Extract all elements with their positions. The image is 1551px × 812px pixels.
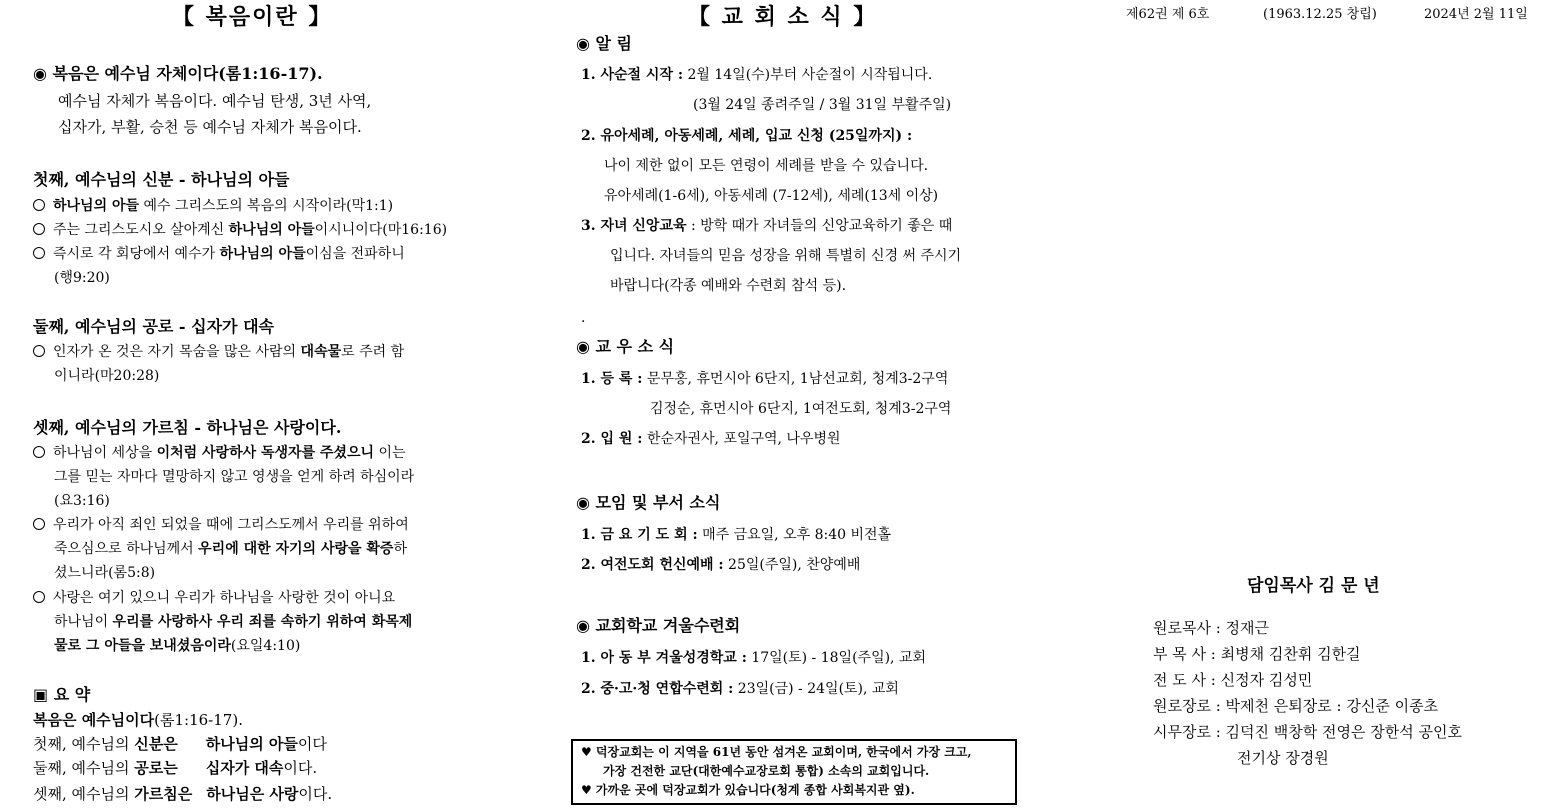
staff-line: 시무장로 : 김덕진 백창학 전영은 장한석 공인호 <box>1153 723 1462 741</box>
verse-ref: (요3:16) <box>54 493 110 509</box>
winter-retreat-title: ◉ 교회학교 겨울수련회 <box>576 616 741 635</box>
circle-bullet-icon <box>33 223 45 235</box>
notice-text: 입니다. 자녀들의 믿음 성장을 위해 특별히 신경 써 주시기 <box>610 248 962 264</box>
gospel-text: 십자가, 부활, 승천 등 예수님 자체가 복음이다. <box>58 118 362 136</box>
staff-line: 부 목 사 : 최병채 김찬휘 김한길 <box>1153 645 1361 663</box>
summary-line: 셋째, 예수님의 가르침은 하나님은 사랑이다. <box>33 785 333 803</box>
retreat-item: 2. 중·고·청 연합수련회 : 23일(금) - 24일(토), 교회 <box>581 681 899 697</box>
circle-bullet-icon <box>33 247 45 259</box>
church-news-title: 【 교 회 소 식 】 <box>688 4 878 30</box>
verse-ref: 이니라(마20:28) <box>54 368 160 384</box>
gospel-text: 예수님 자체가 복음이다. 예수님 탄생, 3년 사역, <box>58 92 372 110</box>
founded-date: (1963.12.25 창립) <box>1263 7 1377 22</box>
verse-item: 사랑은 여기 있으니 우리가 하나님을 사랑한 것이 아니요 <box>33 588 395 608</box>
verse-item: 인자가 온 것은 자기 목숨을 많은 사람의 대속물로 주려 함 <box>33 342 404 362</box>
verse-ref: (행9:20) <box>54 270 110 286</box>
notice-item: 2. 유아세례, 아동세례, 세례, 입교 신청 (25일까지) : <box>581 128 913 144</box>
verse-item: 우리가 아직 죄인 되었을 때에 그리스도께서 우리를 위하여 <box>33 515 409 535</box>
issue-date: 2024년 2월 11일 <box>1424 7 1528 22</box>
section-work-title: 둘째, 예수님의 공로 - 십자가 대속 <box>33 317 274 336</box>
church-info-box <box>571 739 1017 805</box>
notice-item: 1. 사순절 시작 : 2월 14일(수)부터 사순절이 시작됩니다. <box>581 67 933 83</box>
verse-item: 주는 그리스도시오 살아계신 하나님의 아들이시니이다(마16:16) <box>33 220 447 240</box>
notice-text: 유아세례(1-6세), 아동세례 (7-12세), 세례(13세 이상) <box>604 188 939 204</box>
staff-line: 원로목사 : 정재근 <box>1153 619 1270 637</box>
verse-ref: 셨느니라(롬5:8) <box>54 565 156 581</box>
verse-text: 물로 그 아들을 보내셨음이라(요일4:10) <box>54 638 301 654</box>
meeting-item: 1. 금 요 기 도 회 : 매주 금요일, 오후 8:40 비전홀 <box>581 527 892 543</box>
verse-item: 하나님이 세상을 이처럼 사랑하사 독생자를 주셨으니 이는 <box>33 443 406 463</box>
verse-item: 즉시로 각 회당에서 예수가 하나님의 아들이심을 전파하니 <box>33 244 405 264</box>
stray-dot: . <box>581 310 586 326</box>
verse-text: 그를 믿는 자마다 멸망하지 않고 영생을 얻게 하려 하심이라 <box>54 469 415 485</box>
verse-text: 죽으심으로 하나님께서 우리에 대한 자기의 사랑을 확증하 <box>54 541 407 557</box>
circle-bullet-icon <box>33 446 45 458</box>
notice-title: ◉ 알 림 <box>576 34 633 53</box>
meeting-news-title: ◉ 모임 및 부서 소식 <box>576 493 721 512</box>
member-news-title: ◉ 교 우 소 식 <box>576 337 675 356</box>
verse-text: 하나님이 우리를 사랑하사 우리 죄를 속하기 위하여 화목제 <box>54 614 413 630</box>
member-item: 2. 입 원 : 한순자권사, 포일구역, 나우병원 <box>581 431 841 447</box>
gospel-title: 【 복음이란 】 <box>172 4 333 30</box>
circle-bullet-icon <box>33 591 45 603</box>
staff-line: 전기상 장경원 <box>1237 749 1329 767</box>
member-item: 1. 등 록 : 문무홍, 휴먼시아 6단지, 1남선교회, 청계3-2구역 <box>581 371 949 387</box>
summary-title: ▣ 요 약 <box>33 685 91 704</box>
notice-text: 바랍니다(각종 예배와 수련회 참석 등). <box>610 278 847 294</box>
senior-pastor: 담임목사 김 문 년 <box>1247 576 1380 596</box>
info-line: 가장 건전한 교단(대한예수교장로회 통합) 소속의 교회입니다. <box>603 764 930 778</box>
notice-text: 나이 제한 없이 모든 연령이 세례를 받을 수 있습니다. <box>604 158 929 174</box>
verse-item: 하나님의 아들 예수 그리스도의 복음의 시작이라(막1:1) <box>33 196 393 216</box>
info-line: ♥ 가까운 곳에 덕장교회가 있습니다(청계 종합 사회복지관 옆). <box>581 783 915 797</box>
section-teaching-title: 셋째, 예수님의 가르침 - 하나님은 사랑이다. <box>33 418 342 437</box>
notice-item: 3. 자녀 신앙교육 : 방학 때가 자녀들의 신앙교육하기 좋은 때 <box>581 218 953 234</box>
retreat-item: 1. 아 동 부 겨울성경학교 : 17일(토) - 18일(주일), 교회 <box>581 650 927 666</box>
staff-line: 전 도 사 : 신정자 김성민 <box>1153 671 1313 689</box>
circle-bullet-icon <box>33 199 45 211</box>
staff-line: 원로장로 : 박제천 은퇴장로 : 강신준 이종초 <box>1153 697 1439 715</box>
member-text: 김정순, 휴먼시아 6단지, 1여전도회, 청계3-2구역 <box>650 401 952 417</box>
summary-line: 첫째, 예수님의 신분은 하나님의 아들이다 <box>33 735 327 753</box>
section-identity-title: 첫째, 예수님의 신분 - 하나님의 아들 <box>33 170 290 189</box>
info-line: ♥ 덕장교회는 이 지역을 61년 동안 섬겨온 교회이며, 한국에서 가장 크고, <box>581 745 972 759</box>
summary-line: 복음은 예수님이다(롬1:16-17). <box>33 711 243 729</box>
circle-bullet-icon <box>33 518 45 530</box>
circle-bullet-icon <box>33 345 45 357</box>
meeting-item: 2. 여전도회 헌신예배 : 25일(주일), 찬양예배 <box>581 557 861 573</box>
volume-number: 제62권 제 6호 <box>1126 7 1210 22</box>
gospel-heading: ◉ 복음은 예수님 자체이다(롬1:16-17). <box>33 64 323 83</box>
summary-line: 둘째, 예수님의 공로는 십자가 대속이다. <box>33 759 318 777</box>
notice-text: (3월 24일 종려주일 / 3월 31일 부활주일) <box>693 97 952 113</box>
